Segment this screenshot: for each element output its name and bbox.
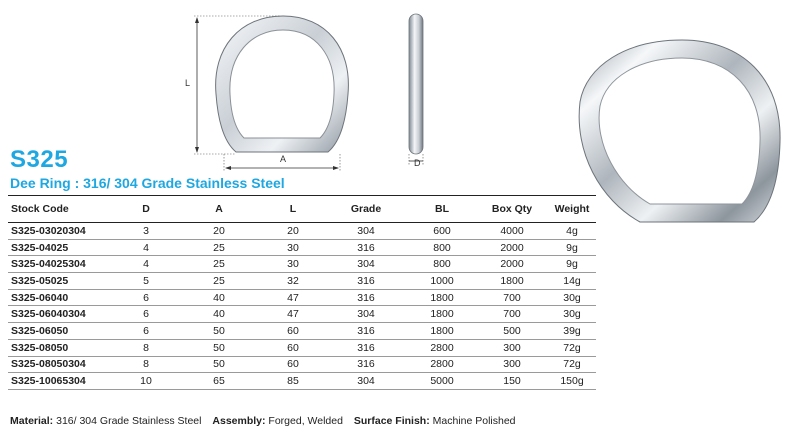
diameter-label: D [414,158,421,168]
product-description: Dee Ring : 316/ 304 Grade Stainless Steel [10,175,285,191]
stock-code-cell: S325-06040304 [8,306,116,323]
table-cell: 4g [548,223,596,240]
table-cell: 2800 [408,339,476,356]
stock-code-cell: S325-06050 [8,323,116,340]
table-cell: 47 [262,306,324,323]
table-cell: 8 [116,356,176,373]
table-cell: 1800 [476,273,548,290]
finish-label: Surface Finish: [353,415,430,427]
table-cell: 50 [176,356,262,373]
table-cell: 300 [476,356,548,373]
table-cell: 304 [324,306,408,323]
table-cell: 5 [116,273,176,290]
table-cell: 300 [476,339,548,356]
assembly-label: Assembly: [212,415,266,427]
table-cell: 316 [324,273,408,290]
stock-code-cell: S325-03020304 [8,223,116,240]
product-code-title: S325 [10,146,69,173]
column-header: D [116,196,176,223]
table-cell: 316 [324,356,408,373]
table-cell: 30g [548,306,596,323]
table-cell: 3 [116,223,176,240]
table-cell: 316 [324,289,408,306]
table-cell: 700 [476,306,548,323]
table-cell: 4 [116,239,176,256]
stock-code-cell: S325-04025 [8,239,116,256]
stock-code-cell: S325-04025304 [8,256,116,273]
table-cell: 6 [116,289,176,306]
table-row [8,273,596,290]
table-cell: 30 [262,256,324,273]
table-cell: 20 [176,223,262,240]
table-cell: 30 [262,239,324,256]
table-cell: 60 [262,339,324,356]
table-cell: 5000 [408,373,476,390]
table-cell: 9g [548,239,596,256]
column-header: Stock Code [8,196,116,223]
table-cell: 50 [176,339,262,356]
table-header-row [8,196,596,223]
table-cell: 2000 [476,256,548,273]
width-label: A [280,154,287,164]
dee-ring-front-drawing [180,8,370,178]
material-value: 316/ 304 Grade Stainless Steel [56,415,202,427]
table-cell: 4000 [476,223,548,240]
table-row [8,356,596,373]
column-header: BL [408,196,476,223]
table-cell: 25 [176,273,262,290]
table-cell: 800 [408,239,476,256]
table-cell: 30g [548,289,596,306]
table-cell: 1800 [408,306,476,323]
table-cell: 150 [476,373,548,390]
table-cell: 60 [262,356,324,373]
table-row [8,223,596,240]
table-cell: 6 [116,306,176,323]
dee-ring-product-photo [566,32,794,228]
column-header: Weight [548,196,596,223]
table-cell: 60 [262,323,324,340]
table-cell: 47 [262,289,324,306]
stock-code-cell: S325-08050 [8,339,116,356]
dee-ring-side-drawing [398,8,438,178]
finish-value: Machine Polished [432,415,516,427]
spec-table [8,195,596,390]
assembly-value: Forged, Welded [268,415,343,427]
material-footer [10,415,516,427]
table-cell: 1000 [408,273,476,290]
table-cell: 10 [116,373,176,390]
table-cell: 72g [548,356,596,373]
table-cell: 72g [548,339,596,356]
column-header: A [176,196,262,223]
stock-code-cell: S325-05025 [8,273,116,290]
table-cell: 304 [324,223,408,240]
table-cell: 25 [176,256,262,273]
table-cell: 40 [176,289,262,306]
table-row [8,306,596,323]
table-cell: 304 [324,256,408,273]
table-cell: 4 [116,256,176,273]
table-cell: 700 [476,289,548,306]
table-cell: 32 [262,273,324,290]
table-cell: 39g [548,323,596,340]
table-cell: 800 [408,256,476,273]
table-row [8,289,596,306]
table-cell: 1800 [408,289,476,306]
table-cell: 1800 [408,323,476,340]
table-cell: 14g [548,273,596,290]
table-row [8,239,596,256]
table-cell: 25 [176,239,262,256]
table-cell: 8 [116,339,176,356]
table-cell: 65 [176,373,262,390]
table-cell: 316 [324,239,408,256]
table-cell: 2000 [476,239,548,256]
table-cell: 150g [548,373,596,390]
table-row [8,256,596,273]
column-header: Box Qty [476,196,548,223]
table-cell: 600 [408,223,476,240]
table-cell: 316 [324,323,408,340]
stock-code-cell: S325-10065304 [8,373,116,390]
table-cell: 85 [262,373,324,390]
table-cell: 40 [176,306,262,323]
column-header: L [262,196,324,223]
table-cell: 50 [176,323,262,340]
column-header: Grade [324,196,408,223]
material-label: Material: [10,415,54,427]
table-cell: 500 [476,323,548,340]
stock-code-cell: S325-08050304 [8,356,116,373]
table-cell: 304 [324,373,408,390]
table-row [8,339,596,356]
table-cell: 316 [324,339,408,356]
table-row [8,373,596,390]
table-cell: 6 [116,323,176,340]
stock-code-cell: S325-06040 [8,289,116,306]
length-label: L [185,78,191,88]
table-cell: 9g [548,256,596,273]
table-row [8,323,596,340]
table-cell: 20 [262,223,324,240]
table-cell: 2800 [408,356,476,373]
